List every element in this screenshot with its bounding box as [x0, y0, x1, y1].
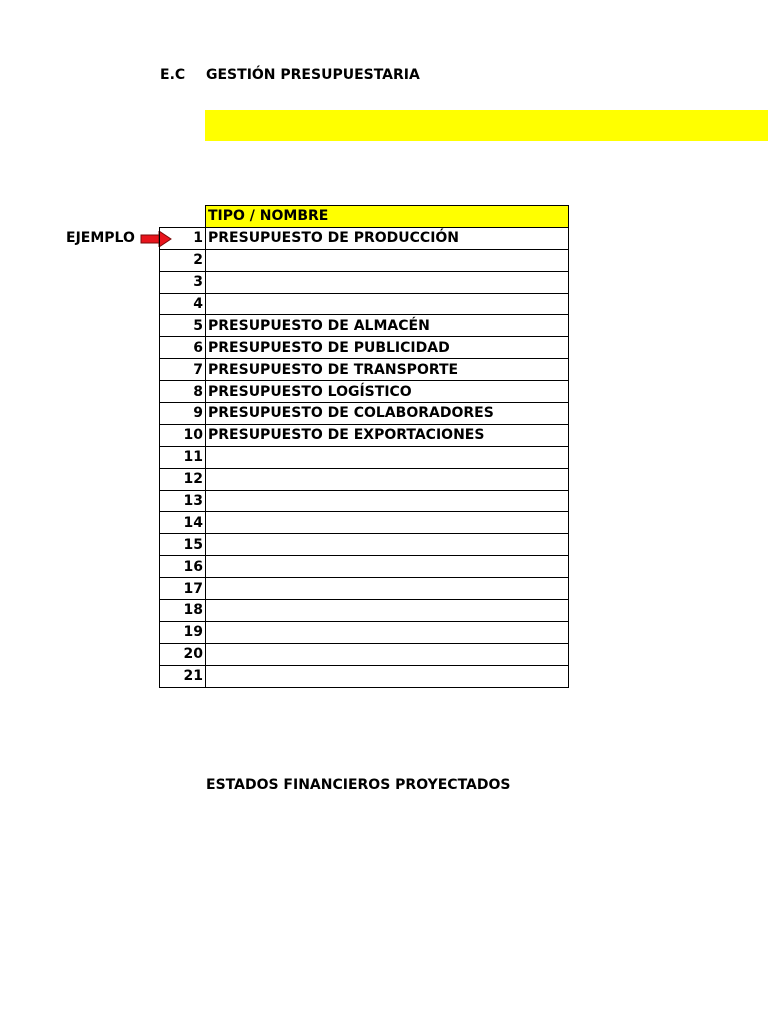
table-row [160, 446, 569, 468]
budget-name-cell[interactable]: PRESUPUESTO DE EXPORTACIONES [206, 424, 569, 446]
row-number: 4 [160, 293, 206, 315]
row-number: 13 [160, 490, 206, 512]
table-row [160, 490, 569, 512]
budget-name-cell[interactable]: PRESUPUESTO DE ALMACÉN [206, 315, 569, 337]
header-number-cell [160, 206, 206, 228]
row-number: 3 [160, 271, 206, 293]
budget-name-cell[interactable] [206, 600, 569, 622]
budget-name-cell[interactable] [206, 578, 569, 600]
row-number: 19 [160, 621, 206, 643]
budget-name-cell[interactable]: PRESUPUESTO LOGÍSTICO [206, 381, 569, 403]
table-row [160, 578, 569, 600]
row-number: 7 [160, 359, 206, 381]
budget-name-cell[interactable] [206, 556, 569, 578]
row-number: 5 [160, 315, 206, 337]
row-number: 21 [160, 665, 206, 687]
row-number: 11 [160, 446, 206, 468]
budget-name-cell[interactable] [206, 249, 569, 271]
budget-name-cell[interactable] [206, 468, 569, 490]
budget-name-cell[interactable] [206, 621, 569, 643]
column-header-name: TIPO / NOMBRE [206, 206, 569, 228]
table-row [160, 381, 569, 403]
page-title: GESTIÓN PRESUPUESTARIA [206, 67, 420, 83]
budget-name-cell[interactable] [206, 534, 569, 556]
row-number: 6 [160, 337, 206, 359]
row-number: 20 [160, 643, 206, 665]
row-number: 14 [160, 512, 206, 534]
row-number: 12 [160, 468, 206, 490]
budget-name-cell[interactable] [206, 271, 569, 293]
table-header-row [160, 206, 569, 228]
budget-name-cell[interactable]: PRESUPUESTO DE COLABORADORES [206, 403, 569, 425]
budget-name-cell[interactable]: PRESUPUESTO DE PUBLICIDAD [206, 337, 569, 359]
row-number: 1 [160, 227, 206, 249]
highlight-band [205, 110, 768, 141]
table-row [160, 227, 569, 249]
budget-name-cell[interactable]: PRESUPUESTO DE PRODUCCIÓN [206, 227, 569, 249]
table-row [160, 600, 569, 622]
table-row [160, 315, 569, 337]
budget-name-cell[interactable] [206, 665, 569, 687]
table-row [160, 337, 569, 359]
row-number: 9 [160, 403, 206, 425]
budget-name-cell[interactable] [206, 512, 569, 534]
row-number: 17 [160, 578, 206, 600]
table-row [160, 468, 569, 490]
row-number: 8 [160, 381, 206, 403]
example-label: EJEMPLO [66, 230, 135, 246]
budget-name-cell[interactable] [206, 643, 569, 665]
table-row [160, 249, 569, 271]
row-number: 18 [160, 600, 206, 622]
table-row [160, 534, 569, 556]
budget-name-cell[interactable]: PRESUPUESTO DE TRANSPORTE [206, 359, 569, 381]
budget-name-cell[interactable] [206, 293, 569, 315]
table-row [160, 271, 569, 293]
table-row [160, 665, 569, 687]
table-row [160, 643, 569, 665]
budget-name-cell[interactable] [206, 490, 569, 512]
row-number: 15 [160, 534, 206, 556]
row-number: 16 [160, 556, 206, 578]
budget-name-cell[interactable] [206, 446, 569, 468]
section-title: ESTADOS FINANCIEROS PROYECTADOS [206, 777, 511, 793]
table-row [160, 556, 569, 578]
row-number: 10 [160, 424, 206, 446]
header-code: E.C [160, 67, 186, 83]
table-row [160, 621, 569, 643]
table-row [160, 403, 569, 425]
row-number: 2 [160, 249, 206, 271]
budget-table [159, 205, 569, 688]
table-row [160, 359, 569, 381]
table-row [160, 293, 569, 315]
table-row [160, 512, 569, 534]
budget-table-body [160, 227, 569, 687]
table-row [160, 424, 569, 446]
